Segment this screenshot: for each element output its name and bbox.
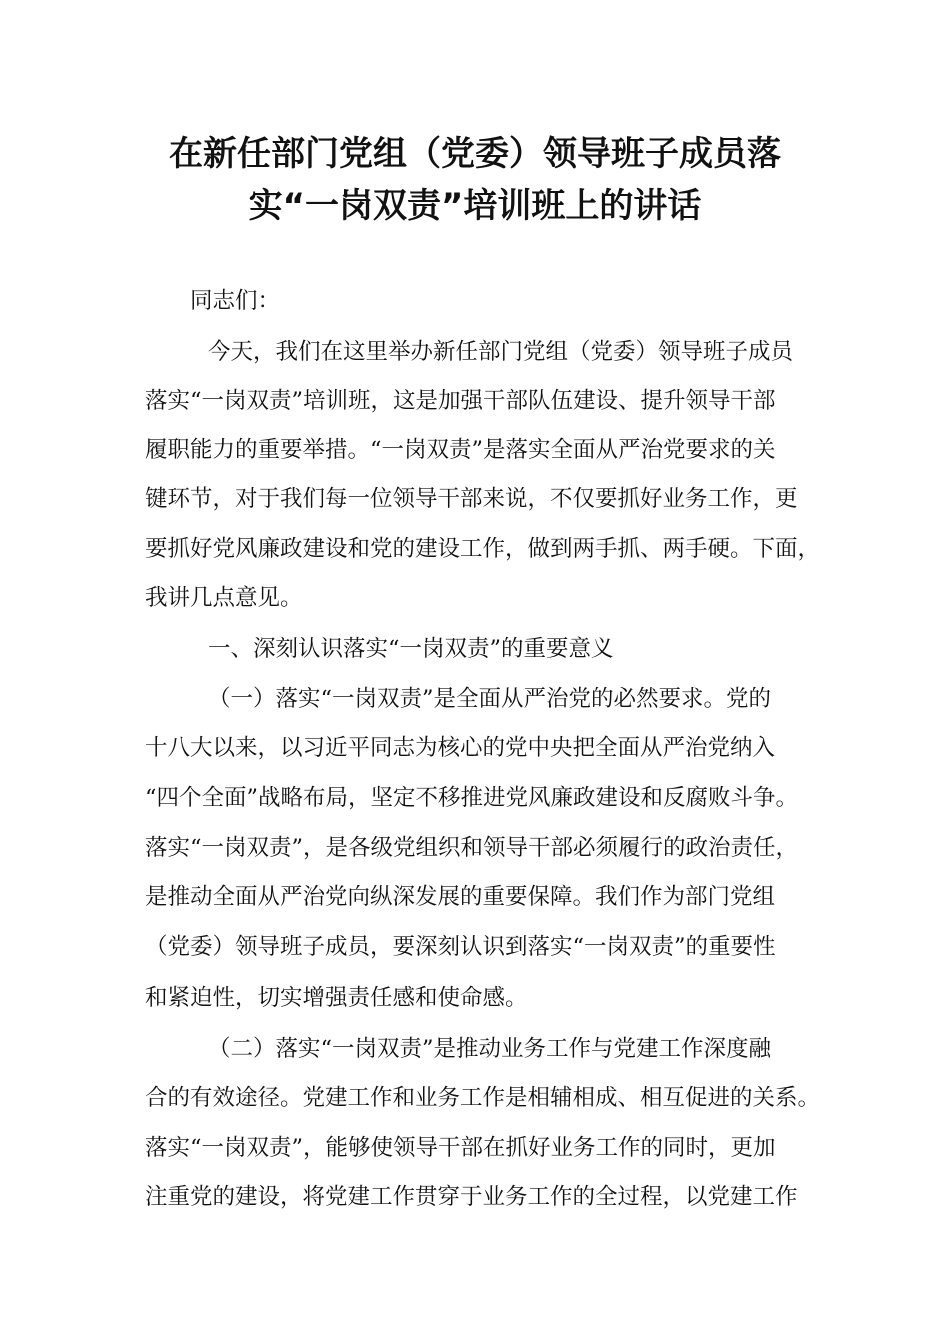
salutation: 同志们： [190,288,281,314]
paragraph-line: 十八大以来，以习近平同志为核心的党中央把全面从严治党纳入 [145,735,776,761]
paragraph-line: 和紧迫性，切实增强责任感和使命感。 [145,985,528,1011]
paragraph-line: 注重党的建设，将党建工作贯穿于业务工作的全过程，以党建工作 [145,1184,798,1210]
paragraph-line: 键环节，对于我们每一位领导干部来说，不仅要抓好业务工作，更 [145,486,798,512]
paragraph-line: 落实“一岗双责”，能够使领导干部在抓好业务工作的同时，更加 [145,1135,776,1161]
title-line-1: 在新任部门党组（党委）领导班子成员落 [169,134,781,174]
paragraph-line: 落实“一岗双责”培训班，这是加强干部队伍建设、提升领导干部 [145,388,776,414]
paragraph-line: （党委）领导班子成员，要深刻认识到落实“一岗双责”的重要性 [145,934,776,960]
paragraph-line: 履职能力的重要举措。“一岗双责”是落实全面从严治党要求的关 [145,437,776,463]
paragraph-line: （二）落实“一岗双责”是推动业务工作与党建工作深度融 [208,1036,772,1062]
paragraph-line: 我讲几点意见。 [145,585,303,611]
title-line-2: 实“一岗双责”培训班上的讲话 [248,186,702,226]
section-heading: 一、深刻认识落实“一岗双责”的重要意义 [208,636,614,662]
paragraph-line: “四个全面”战略布局，坚定不移推进党风廉政建设和反腐败斗争。 [145,785,799,811]
paragraph-line: 合的有效途径。党建工作和业务工作是相辅相成、相互促进的关系。 [145,1085,821,1111]
paragraph-line: 落实“一岗双责”，是各级党组织和领导干部必须履行的政治责任， [145,835,799,861]
paragraph-line: 要抓好党风廉政建设和党的建设工作，做到两手抓、两手硬。下面， [145,536,821,562]
paragraph-line: （一）落实“一岗双责”是全面从严治党的必然要求。党的 [208,686,772,712]
paragraph-line: 今天，我们在这里举办新任部门党组（党委）领导班子成员 [208,339,794,365]
paragraph-line: 是推动全面从严治党向纵深发展的重要保障。我们作为部门党组 [145,884,776,910]
